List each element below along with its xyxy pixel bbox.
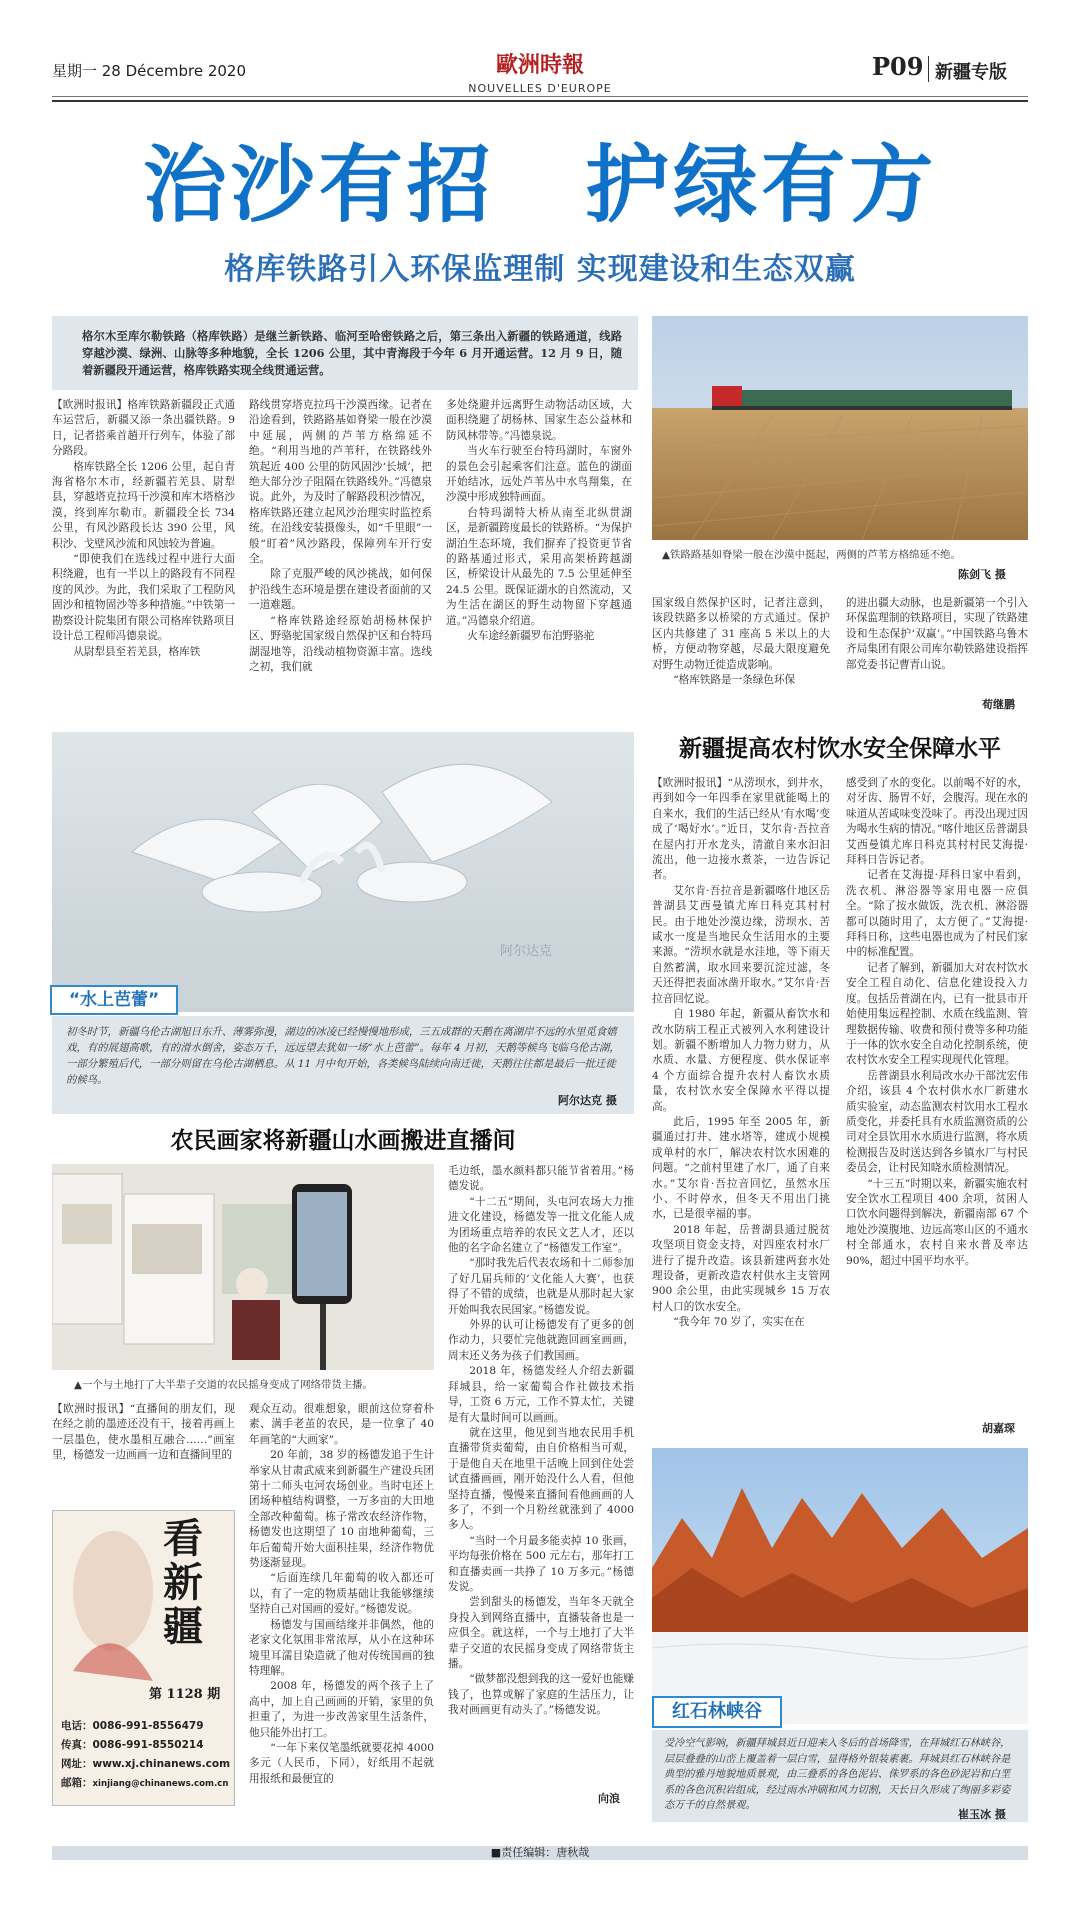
train-photo [652, 316, 1028, 540]
water-column-1 [652, 776, 830, 1444]
ad-title [143, 1517, 223, 1649]
railway-paragraph: “格库铁路是一条绿色环保 [673, 674, 796, 687]
train-photo-credit: 陈剑飞 摄 [958, 568, 1006, 581]
painter-paragraph: 外界的认可让杨德发有了更多的创作动力，只要忙完他就跑回画室画画，周末还义务为孩子们教国画。 [448, 1319, 634, 1362]
water-author: 胡嘉琛 [982, 1422, 1015, 1435]
painter-paragraph: 尝到甜头的杨德发，当年冬天就全身投入到网络直播中，直播装备也是一应俱全。就这样，一个与土地打了大半辈子交道的农民摇身变成了网络带货主播。 [448, 1596, 634, 1670]
railway-paragraph: 台特玛湖特大桥从南至北纵贯湖区，是新疆跨度最长的铁路桥。“为保护湖泊生态环境，我们摒弃了投资更节省的路基通过形式，采用高架桥跨越湖区，桥梁设计从最先的 7.5 公里延伸至 24.5 公里。既保证湖水的自然流动，又为生活在湖区的野生动物留下穿越通道。”冯德泉介绍道。 [446, 506, 632, 627]
main-headline [0, 118, 1080, 239]
railway-paragraph: “即使我们在选线过程中进行大面积绕避，也有一半以上的路段有不同程度的风沙。为此，我们采取了工程防风固沙和植物固沙等多种措施。”中铁第一勘察设计院集团有限公司格库铁路项目设计总工程师冯德泉说。 [52, 553, 235, 643]
railway-paragraph: 当火车行驶至台特玛湖时，车窗外的景色会引起乘客们注意。蓝色的湖面开始结冰，远处芦苇丛中水鸟翔集，在沙漠中形成独特画面。 [446, 445, 632, 504]
headline-part2: 护绿有方 [585, 136, 938, 234]
ad-mail[interactable]: xinjiang@chinanews.com.cn [92, 1779, 229, 1789]
painter-paragraph: “那时我先后代表农场和十二师参加了好几届兵师的‘文化能人大赛’，也获得了不错的成绩，也就是从那时起大家开始叫我农民国家。”杨德发说。 [448, 1257, 634, 1316]
kan-xinjiang-ad [52, 1510, 235, 1806]
water-paragraph: 记者在艾海提·拜科日家中看到，洗衣机、淋浴器等家用电器一应俱全。“除了按水做饭，洗衣机、淋浴器都可以随时用了，太方便了。”艾海提·拜科日称，这些电器也成为了村民们家中的标准配置。 [846, 869, 1028, 959]
hongshilin-credit: 崔玉冰 摄 [958, 1808, 1006, 1821]
painter-column-2 [249, 1402, 434, 1804]
ad-fax: 0086-991-8550214 [92, 1739, 204, 1751]
water-paragraph: 岳普湖县水利局改水办干部沈宏伟介绍，该县 4 个农村供水水厂新建水质实验室，动态监测农村饮用水工程水质变化，并委托具有水质监测资质的公司对全县饮用水水质进行监测，将水质检测报告及时送达到各乡镇水厂与村民委员会，让村民知晓水质检测情况。 [846, 1069, 1028, 1175]
painter-paragraph: 【欧洲时报讯】“直播间的朋友们，现在经之前的墨迹还没有干，接着再画上一层墨色，使水墨相互融合……”画室里，杨德发一边画画一边和直播间里的 [52, 1403, 235, 1462]
hongshilin-photo [652, 1448, 1028, 1724]
railway-paragraph: 的进出疆大动脉，也是新疆第一个引入环保监理制的铁路项目，实现了铁路建设和生态保护‘双赢’。”中国铁路乌鲁木齐局集团有限公司库尔勒铁路建设指挥部党委书记曹青山说。 [846, 597, 1028, 671]
water-paragraph: 2018 年起，岳普湖县通过脱贫攻坚项目资金支持，对四座农村水厂进行了提升改造。该县新建两套水处理设备，更新改造农村供水主支管网 900 余公里，由此实现城乡 15 万农村人口的饮水安全。 [652, 1223, 830, 1313]
water-paragraph: 【欧洲时报讯】“从涝坝水，到井水，再到如今一年四季在家里就能喝上的自来水，我们的生活已经从‘有水喝’变成了‘喝好水’。”近日，艾尔肯·吾拉音在屋内打开水龙头，清澈自来水汩汩流出，他一边接水煮茶，一边告诉记者。 [652, 777, 830, 882]
painter-paragraph: “一年下来仅笔墨纸就要花掉 4000 多元（人民币，下同），好纸用不起就用报纸和最便宜的 [249, 1741, 434, 1785]
hongshilin-caption: 受冷空气影响，新疆拜城县近日迎来入冬后的首场降雪，在拜城红石林峡谷，层层叠叠的山峦上覆盖着一层白雪，显得格外银装素裹。拜城县红石林峡谷是典型的雅丹地貌地质景观，由三叠系的各色泥岩、侏罗系的各色砂泥岩和白垩系的各色沉积岩组成，经过雨水冲刷和风力切割，天长日久形成了绚丽多彩姿态万千的自然景观。 [664, 1738, 1011, 1812]
railway-author: 荀继鹏 [982, 698, 1015, 711]
painter-paragraph: “后面连续几年葡萄的收入都还可以，有了一定的物质基础让我能够继续坚持自己对国画的爱好。”杨德发说。 [249, 1572, 434, 1616]
railway-paragraph: 国家级自然保护区时，记者注意到，该段铁路多以桥梁的方式通过。保护区内共修建了 31 座高 5 米以上的大桥，方便动物穿越，尽最大限度避免对野生动物迁徙造成影响。 [652, 597, 830, 671]
ad-web-label: 网址： [61, 1758, 93, 1770]
ad-title-char: 看 [163, 1515, 203, 1562]
painter-photo [52, 1164, 434, 1370]
water-article-title: 新疆提高农村饮水安全保障水平 [679, 736, 1001, 762]
ad-title-char: 疆 [163, 1603, 203, 1650]
painter-author: 向浪 [598, 1792, 620, 1805]
painter-column-3 [448, 1164, 634, 1804]
water-column-2 [846, 776, 1028, 1412]
painter-paragraph: 毛边纸，墨水颜料都只能节省着用。”杨德发说。 [448, 1165, 634, 1193]
water-paragraph: 此后，1995 年至 2005 年，新疆通过打井、建水塔等，建成小规模成单村的水厂，解决农村饮水困难的问题。“之前村里建了水厂，通了自来水。”艾尔肯·吾拉音回忆，虽然水压小、不时停水，但冬天不用出门挑水，已是很幸福的事。 [652, 1115, 830, 1221]
main-subheadline: 格库铁路引入环保监理制 实现建设和生态双赢 [224, 252, 856, 287]
ad-fax-label: 传真： [61, 1739, 93, 1751]
painter-paragraph: “十二五”期间，头屯河农场大力推进文化建设，杨德发等一批文化能人成为团场重点培养的农民文艺人才，还以他的名字命名建立了“杨德发工作室”。 [448, 1195, 634, 1255]
railway-paragraph: 格库铁路全长 1206 公里，起自青海省格尔木市，经新疆若羌县、尉犁县，穿越塔克拉玛干沙漠和库木塔格沙漠，终到库尔勒市。新疆段全长 734 公里，有风沙路段长达 390 公里，风积沙、戈壁风沙流和风蚀较为普遍。 [52, 460, 235, 550]
train-photo-art [652, 316, 1028, 540]
ad-phone: 0086-991-8556479 [92, 1720, 204, 1732]
ad-title-char: 新 [163, 1559, 203, 1606]
painter-paragraph: “当时一个月最多能卖掉 10 张画，平均每张价格在 500 元左右，那年打工和直播卖画一共挣了 10 万多元。”杨德发说。 [448, 1534, 634, 1593]
painter-paragraph: 2008 年，杨德发的两个孩子上了高中，加上自己画画的开销，家里的负担重了，为进一步改善家里生活条件，他只能外出打工。 [249, 1680, 434, 1739]
swan-photo-watermark: 阿尔达克 [500, 944, 553, 959]
hongshilin-photo-art [652, 1448, 1028, 1724]
railway-paragraph: 除了克服严峻的风沙挑战，如何保护沿线生态环境是摆在建设者面前的又一道难题。 [249, 568, 432, 612]
railway-paragraph: 火车途经新疆罗布泊野骆驼 [467, 630, 595, 643]
header-rule [52, 96, 1028, 97]
painter-paragraph: 杨德发与国画结缘并非偶然，他的老家文化氛围非常浓厚，从小在这种环境里耳濡目染造就了他对传统国画的独特理解。 [249, 1618, 434, 1677]
water-paragraph: “我今年 70 岁了，实实在在 [673, 1316, 805, 1329]
water-paragraph: 记者了解到，新疆加大对农村饮水安全工程自动化、信息化建设投入力度。包括岳普湖在内，已有一批县市开始使用集远程控制、水质在线监测、管理数据传输、收费和预付费等多种功能于一体的饮水安全自动化控制系统，使农村饮水安全工程实现现代化管理。 [846, 961, 1028, 1067]
painter-photo-caption: ▲一个与土地打了大半辈子交道的农民摇身变成了网络带货主播。 [74, 1379, 373, 1391]
water-paragraph: 自 1980 年起，新疆从畜饮水和改水防病工程正式被列入水利建设计划。新疆不断增加人力物力财力，从水质、水量、方便程度、供水保证率 4 个方面综合提升农村人畜饮水质量，农村饮水安全保障水平得以提高。 [652, 1008, 830, 1113]
lead-paragraph: 格尔木至库尔勒铁路（格库铁路）是继兰新铁路、临河至哈密铁路之后，第三条出入新疆的铁路通道，线路穿越沙漠、绿洲、山脉等多种地貌，全长 1206 公里，其中青海段于今年 6 月开通运营。12 月 9 日，随着新疆段开通运营，格库铁路实现全线贯通运营。 [52, 316, 638, 390]
painter-column-1 [52, 1402, 235, 1506]
footer-editor: ■责任编辑：唐秋哉 [490, 1846, 590, 1859]
railway-paragraph: 【欧洲时报讯】格库铁路新疆段正式通车运营后，新疆又添一条出疆铁路。9 日，记者搭乘首趟开行列车，体验了部分路段。 [52, 399, 235, 458]
painter-paragraph: 2018 年，杨德发经人介绍去新疆拜城县，给一家葡萄合作社做技术指导，工资 6 万元，工作不算太忙，关键是有大量时间可以画画。 [448, 1365, 634, 1424]
header-rule-thick [52, 100, 1028, 102]
newspaper-logo-subtitle: NOUVELLES D'EUROPE [468, 82, 612, 95]
painter-article-title: 农民画家将新疆山水画搬进直播间 [170, 1128, 516, 1154]
painter-paragraph: 20 年前，38 岁的杨德发追于生计举家从甘肃武威来到新疆生产建设兵团第十二师头屯河农场创业。当时屯还上团场种植结构调整，一万多亩的大田地全部改种葡萄。栋子常改农经济作物，杨德发也这期望了 10 亩地种葡萄，三年后葡萄开始大面积挂果，经济作物优势逐渐显现。 [249, 1449, 434, 1570]
railway-paragraph: 多处绕避并远离野生动物活动区域，大面积绕避了胡杨林、国家生态公益林和防风林带等。”冯德泉说。 [446, 399, 632, 442]
railway-paragraph: 路线贯穿塔克拉玛干沙漠西缘。记者在沿途看到，铁路路基如脊梁一般在沙漠中延展，两侧的芦苇方格绵延不绝。“利用当地的芦苇秆，在铁路线外筑起近 400 公里的防风固沙‘长城’，把绝大部分沙子阻隔在铁路线外。”冯德泉说。此外，为及时了解路段积沙情况，格库铁路还建立起风沙治理实时监控系统。在沿线安装摄像头，如“千里眼”一般“盯着”风沙路段，保障列车开行安全。 [249, 399, 432, 566]
page-number: P09 [872, 52, 924, 81]
swan-photo [52, 732, 634, 1012]
railway-column-2 [249, 398, 432, 726]
ad-contact [61, 1717, 233, 1794]
painter-paragraph: 观众互动。很难想象，眼前这位穿着朴素、满手老茧的农民，是一位拿了 40 年画笔的“大画家”。 [249, 1403, 434, 1446]
water-paragraph: “十三五”时期以来，新疆实施农村安全饮水工程项目 400 余项，贫困人口饮水问题得到解决，新疆南部 67 个地处沙漠腹地、边远高寒山区的不通水村全部通水，农村自来水普及率达 90%，超过中国平均水平。 [846, 1177, 1028, 1267]
train-photo-caption: ▲铁路路基如脊梁一般在沙漠中挺起，两侧的芦苇方格绵延不绝。 [662, 549, 961, 561]
railway-column-5 [846, 596, 1028, 696]
railway-column-1 [52, 398, 235, 726]
railway-column-3 [446, 398, 632, 726]
swan-caption: 初冬时节，新疆乌伦古湖旭日东升、薄雾弥漫，湖边的冰凌已经慢慢地形成，三五成群的天鹅在离湖岸不远的水里觅食嬉戏，有的展翅高歌，有的滑水倒舍，姿态万千，远远望去犹如一场“水上芭蕾”。每年 4 月初，天鹅等候鸟飞临乌伦古湖，一部分繁殖后代，一部分则留在乌伦古湖栖息。从 11 月中旬开始，各类候鸟陆续向南迁徙，天鹅往往都是最后一批迁徙的候鸟。 [66, 1026, 620, 1086]
water-paragraph: 艾尔肯·吾拉音是新疆喀什地区岳普湖县艾西曼镇尤库日科克其村村民。由于地处沙漠边缘，涝坝水、苦咸水一度是当地民众生活用水的主要来源。“涝坝水就是水洼地，等下雨天自然蓄满，取水回来要沉淀过滤，冬天还得把表面冰凿开取水。”艾尔肯·吾拉音回忆说。 [652, 884, 830, 1005]
swan-credit: 阿尔达克 摄 [558, 1094, 617, 1107]
railway-column-4 [652, 596, 830, 714]
ad-issue: 第 1128 期 [149, 1687, 221, 1702]
swan-photo-label: “水上芭蕾” [50, 985, 178, 1015]
painter-paragraph: “做梦都没想到我的这一爱好也能赚钱了，也算或解了家庭的生活压力，让我对画画更有动头了。”杨德发说。 [448, 1673, 634, 1717]
railway-paragraph: 从尉犁县至若羌县，格库铁 [73, 645, 201, 658]
railway-paragraph: “格库铁路途经原始胡杨林保护区、野骆驼国家级自然保护区和台特玛湖湿地等，沿线动植物资源丰富。选线之初，我们就 [249, 614, 432, 673]
ad-web[interactable]: www.xj.chinanews.com [92, 1758, 231, 1770]
swan-photo-art [52, 732, 634, 1012]
painter-photo-art [52, 1164, 434, 1370]
hongshilin-label: 红石林峡谷 [652, 1696, 782, 1728]
ad-mail-label: 邮箱： [61, 1777, 93, 1789]
section-name: 新疆专版 [935, 62, 1007, 83]
newspaper-logo: 歐洲時報 [495, 52, 584, 78]
ad-phone-label: 电话： [61, 1720, 93, 1732]
painter-paragraph: 就在这里，他见到当地农民用手机直播带货卖葡萄，由自价格相当可观，于是他自天在地里干活晚上回到住处尝试直播画画，刚开始没什么人看，但他坚持直播，慢慢来直播间看他画画的人多了，不到一个月粉丝就涨到了 4000 多人。 [448, 1426, 634, 1532]
headline-part1: 治沙有招 [142, 136, 495, 234]
issue-date: 星期一 28 Décembre 2020 [52, 62, 247, 80]
header-divider [928, 56, 929, 82]
water-paragraph: 感受到了水的变化。以前喝不好的水，对牙齿、肠胃不好，会腹泻。现在水的味道从苦咸味变没味了。再没出现过因为喝水生病的情况。”喀什地区岳普湖县艾西曼镇尤库日科克其村村民艾海提·拜科日告诉记者。 [846, 777, 1028, 867]
